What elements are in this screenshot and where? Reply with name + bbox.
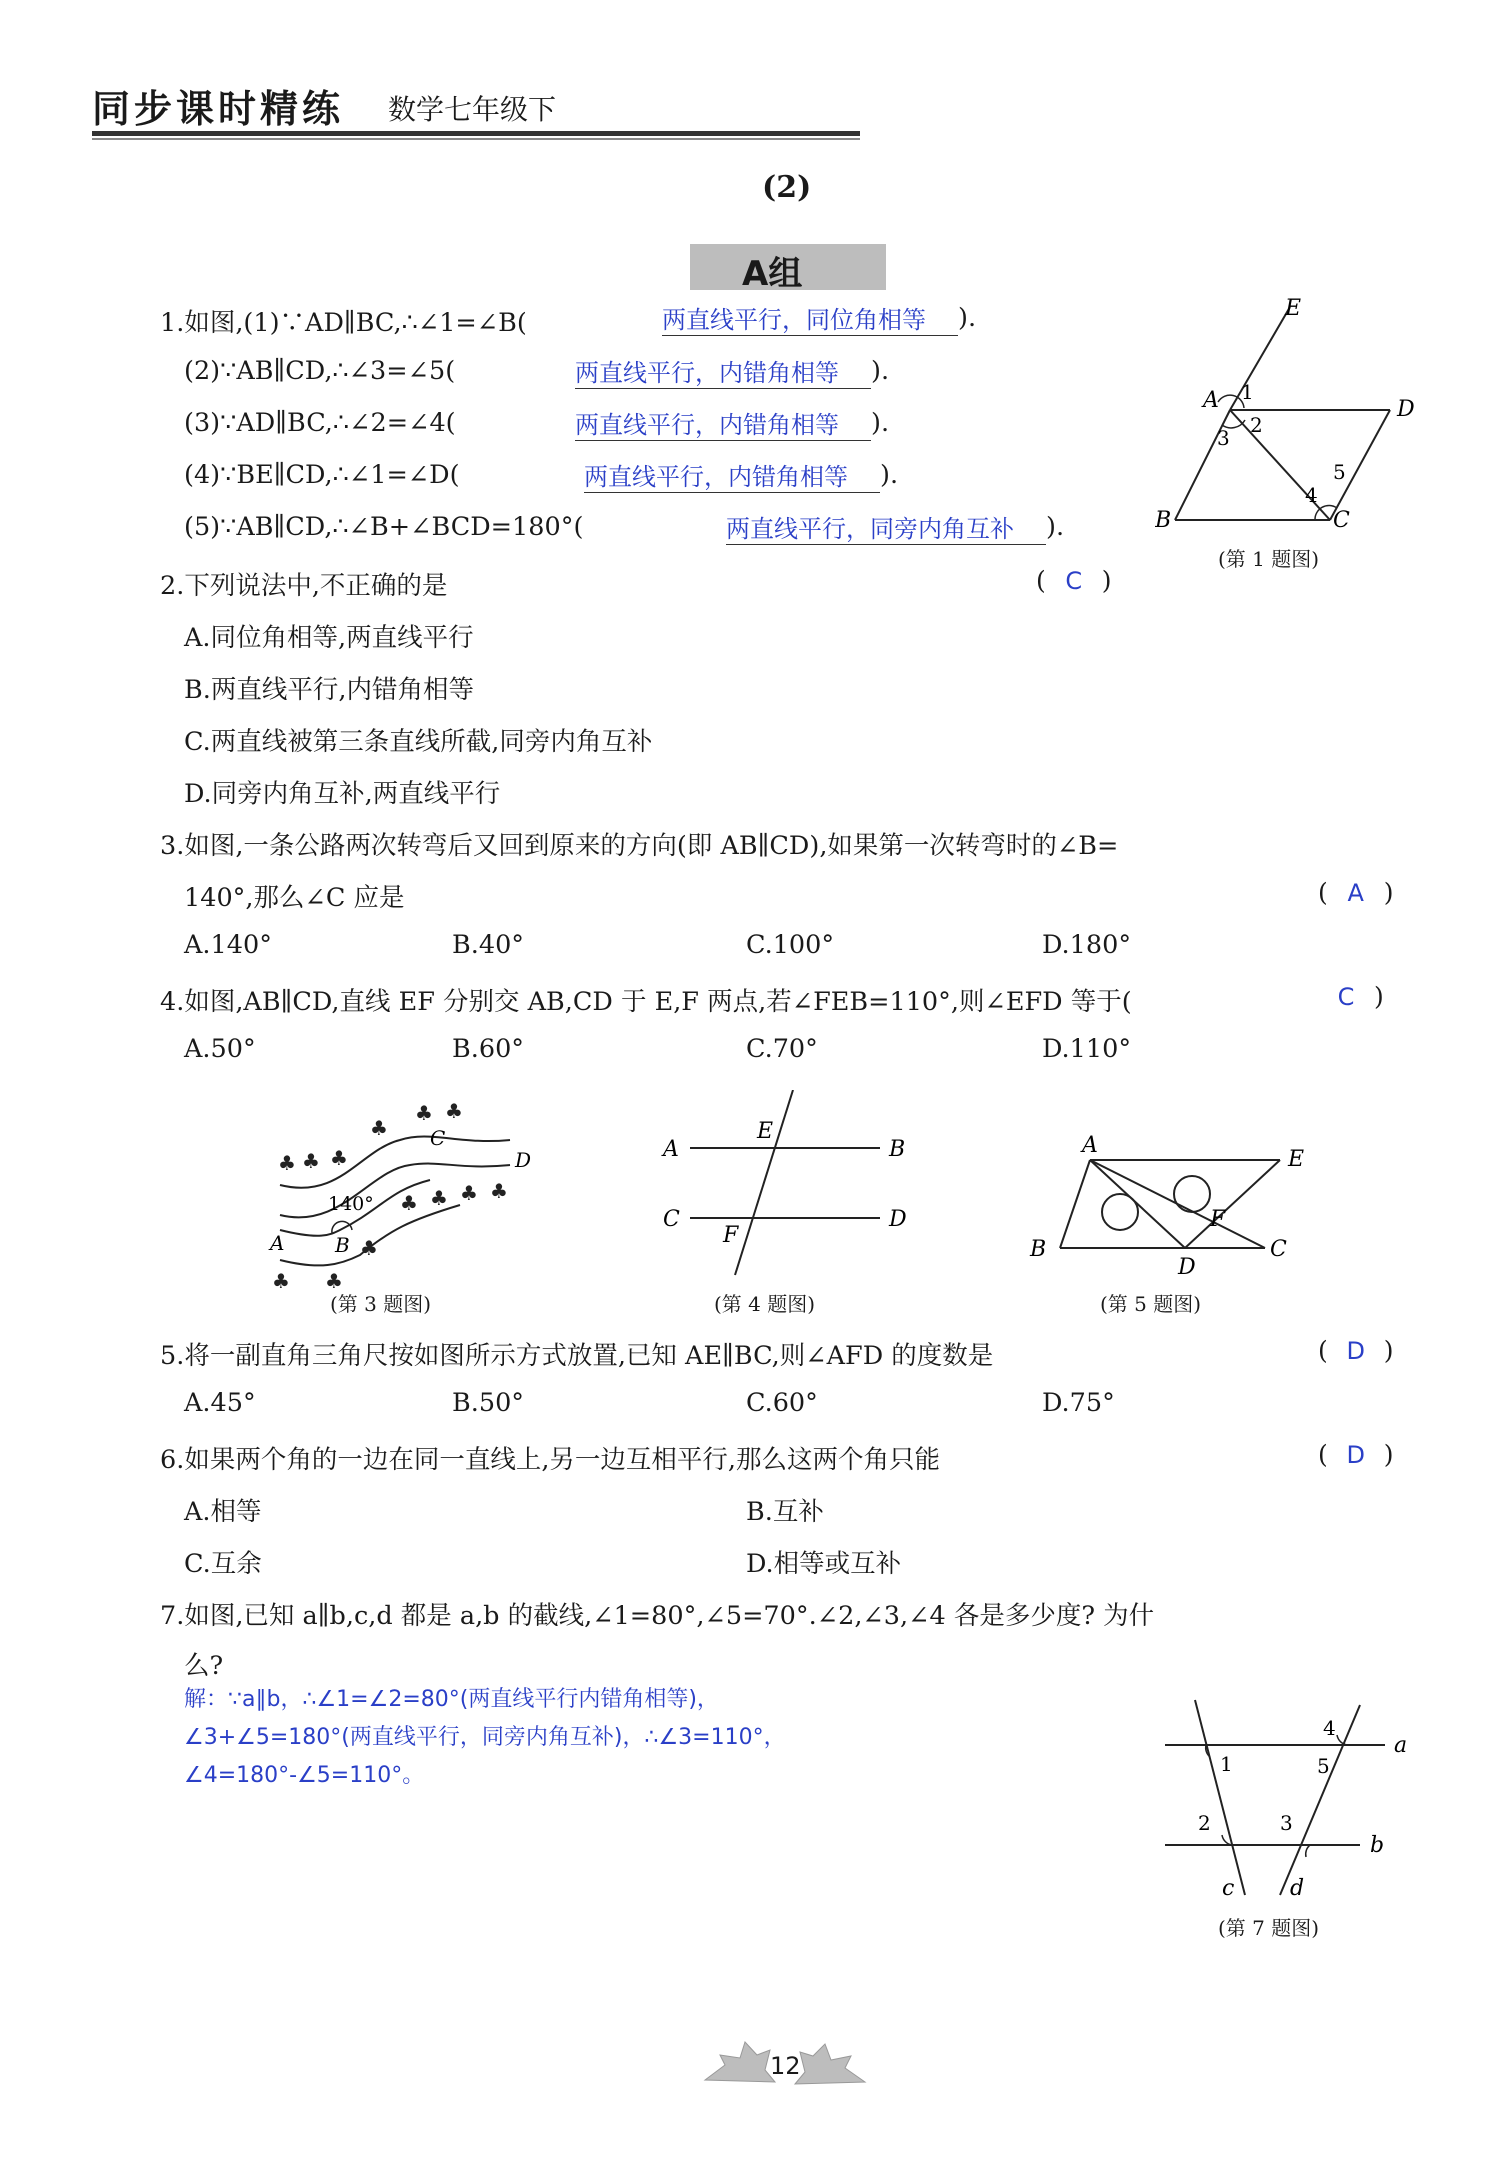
svg-text:5: 5 [1333, 460, 1346, 484]
svg-text:♣: ♣ [272, 1269, 290, 1290]
fig1-caption: (第 1 题图) [1218, 547, 1320, 571]
fig3-caption: (第 3 题图) [330, 1292, 432, 1316]
q3-option-a: A.140° [184, 930, 272, 960]
q4-option-d: D.110° [1042, 1034, 1132, 1064]
svg-text:B: B [889, 1137, 906, 1162]
q3-answer: A [1347, 879, 1364, 907]
svg-text:4: 4 [1305, 483, 1318, 507]
svg-text:1: 1 [1220, 1752, 1233, 1776]
q3-option-c: C.100° [746, 930, 835, 960]
q6-option-c: C.互余 [184, 1549, 262, 1579]
svg-text:C: C [430, 1126, 446, 1150]
header-title: 同步课时精练 [92, 87, 345, 131]
svg-text:4: 4 [1323, 1716, 1336, 1740]
q5-option-c: C.60° [746, 1388, 818, 1418]
header-rule [92, 131, 860, 136]
q7-solution-1: 解：∵a∥b，∴∠1=∠2=80°(两直线平行内错角相等)， [184, 1687, 719, 1712]
q1-part-5: (5)∵AB∥CD,∴∠B+∠BCD=180°( [184, 512, 584, 542]
svg-text:A: A [663, 1137, 679, 1162]
q7-line-1: 7.如图,已知 a∥b,c,d 都是 a,b 的截线,∠1=80°,∠5=70°.∠2,∠3,∠4 各是多少度? 为什 [160, 1601, 1155, 1631]
q4-option-a: A.50° [184, 1034, 256, 1064]
q6-stem: 6.如果两个角的一边在同一直线上,另一边互相平行,那么这两个角只能 [160, 1445, 941, 1475]
q3-line-1: 3.如图,一条公路两次转弯后又回到原来的方向(即 AB∥CD),如果第一次转弯时的∠B= [160, 831, 1119, 861]
q1-answer-2: 两直线平行，内错角相等 [575, 353, 871, 389]
svg-text:♣: ♣ [325, 1269, 343, 1290]
q6-bracket: ( D ) [1318, 1440, 1394, 1469]
svg-text:D: D [515, 1148, 532, 1172]
group-label: A组 [742, 254, 803, 294]
q5-stem: 5.将一副直角三角尺按如图所示方式放置,已知 AE∥BC,则∠AFD 的度数是 [160, 1341, 994, 1371]
svg-text:A: A [270, 1231, 285, 1255]
q2-option-d: D.同旁内角互补,两直线平行 [184, 779, 501, 809]
q1-answer-1: 两直线平行，同位角相等 [662, 300, 958, 336]
fig7-caption: (第 7 题图) [1218, 1916, 1320, 1940]
svg-text:A: A [1082, 1133, 1098, 1158]
q4-bracket: C ) [1318, 982, 1384, 1011]
header-rule-thin [92, 138, 860, 140]
svg-text:♣: ♣ [360, 1236, 378, 1260]
q3-bracket: ( A ) [1318, 878, 1394, 907]
svg-text:a: a [1394, 1733, 1408, 1758]
q2-bracket: ( C ) [1036, 566, 1112, 595]
svg-text:♣: ♣ [415, 1101, 433, 1125]
q5-bracket: ( D ) [1318, 1336, 1394, 1365]
q2-option-b: B.两直线平行,内错角相等 [184, 675, 474, 705]
header-subtitle: 数学七年级下 [388, 93, 557, 126]
svg-text:D: D [889, 1207, 907, 1232]
fig1-label-E: E [1285, 296, 1302, 321]
svg-text:♣: ♣ [445, 1099, 463, 1123]
svg-text:3: 3 [1280, 1811, 1293, 1835]
q6-option-b: B.互补 [746, 1497, 824, 1527]
q6-option-d: D.相等或互补 [746, 1549, 902, 1579]
q1-answer-3: 两直线平行，内错角相等 [575, 405, 871, 441]
svg-text:F: F [1210, 1207, 1226, 1232]
q3-option-d: D.180° [1042, 930, 1132, 960]
q4-stem: 4.如图,AB∥CD,直线 EF 分别交 AB,CD 于 E,F 两点,若∠FEB=110°,则∠EFD 等于( [160, 987, 1132, 1017]
svg-text:D: D [1178, 1255, 1196, 1280]
svg-text:5: 5 [1317, 1754, 1330, 1778]
q4-answer: C [1337, 983, 1355, 1011]
page-number: 12 [770, 2052, 801, 2080]
svg-text:♣: ♣ [278, 1151, 296, 1175]
svg-text:F: F [723, 1223, 739, 1248]
q1-answer-4: 两直线平行，内错角相等 [584, 457, 880, 493]
q6-option-a: A.相等 [184, 1497, 262, 1527]
q1-answer-5: 两直线平行，同旁内角互补 [726, 509, 1046, 545]
q3-option-b: B.40° [452, 930, 525, 960]
svg-text:E: E [757, 1119, 774, 1144]
svg-text:c: c [1222, 1876, 1235, 1901]
svg-text:C: C [1270, 1237, 1287, 1262]
svg-text:♣: ♣ [490, 1179, 508, 1203]
q5-option-b: B.50° [452, 1388, 525, 1418]
svg-text:b: b [1370, 1833, 1385, 1858]
svg-text:E: E [1288, 1147, 1305, 1172]
svg-text:♣: ♣ [430, 1186, 448, 1210]
svg-text:d: d [1290, 1876, 1305, 1901]
svg-text:140°: 140° [328, 1193, 374, 1215]
svg-text:♣: ♣ [330, 1146, 348, 1170]
q1-stem: 1.如图,(1)∵AD∥BC,∴∠1=∠B( [160, 308, 527, 338]
fig1-label-D: D [1397, 397, 1415, 422]
fig1-label-C: C [1333, 508, 1350, 533]
figure-7 [1160, 1695, 1420, 1905]
q2-option-a: A.同位角相等,两直线平行 [184, 623, 474, 653]
q7-solution-2: ∠3+∠5=180°(两直线平行，同旁内角互补)，∴∠3=110°， [184, 1725, 786, 1750]
q2-stem: 2.下列说法中,不正确的是 [160, 571, 448, 601]
q6-answer: D [1346, 1441, 1365, 1469]
q7-solution-3: ∠4=180°-∠5=110°。 [184, 1763, 425, 1788]
svg-text:B: B [335, 1233, 350, 1257]
svg-text:♣: ♣ [302, 1149, 320, 1173]
q1-close-2: ). [871, 356, 890, 386]
svg-text:2: 2 [1250, 413, 1263, 437]
figure-4 [655, 1090, 915, 1290]
q1-part-3: (3)∵AD∥BC,∴∠2=∠4( [184, 408, 456, 438]
svg-text:B: B [1030, 1237, 1047, 1262]
svg-text:2: 2 [1198, 1811, 1211, 1835]
fig1-label-A: A [1203, 388, 1219, 413]
q3-line-2: 140°,那么∠C 应是 [184, 883, 405, 913]
svg-text:♣: ♣ [400, 1191, 418, 1215]
q5-answer: D [1346, 1337, 1365, 1365]
svg-text:1: 1 [1241, 380, 1254, 404]
svg-text:C: C [663, 1207, 680, 1232]
q1-part-2: (2)∵AB∥CD,∴∠3=∠5( [184, 356, 456, 386]
q1-part-4: (4)∵BE∥CD,∴∠1=∠D( [184, 460, 460, 490]
fig5-caption: (第 5 题图) [1100, 1292, 1202, 1316]
q1-close-1: ). [958, 303, 977, 333]
q1-close-5: ). [1046, 512, 1065, 542]
figure-1 [1155, 295, 1415, 535]
q2-answer: C [1065, 567, 1083, 595]
fig4-caption: (第 4 题图) [714, 1292, 816, 1316]
svg-text:♣: ♣ [370, 1116, 388, 1140]
section-number: (2) [762, 170, 812, 205]
q5-option-a: A.45° [184, 1388, 256, 1418]
q5-option-d: D.75° [1042, 1388, 1115, 1418]
svg-text:♣: ♣ [460, 1181, 478, 1205]
q1-close-3: ). [871, 408, 890, 438]
svg-text:3: 3 [1217, 426, 1230, 450]
q2-option-c: C.两直线被第三条直线所截,同旁内角互补 [184, 727, 653, 757]
q7-line-2: 么? [184, 1651, 224, 1681]
q1-close-4: ). [880, 460, 899, 490]
q4-option-c: C.70° [746, 1034, 818, 1064]
figure-3 [260, 1090, 550, 1290]
q4-option-b: B.60° [452, 1034, 525, 1064]
figure-5 [1020, 1130, 1320, 1300]
fig1-label-B: B [1155, 508, 1172, 533]
